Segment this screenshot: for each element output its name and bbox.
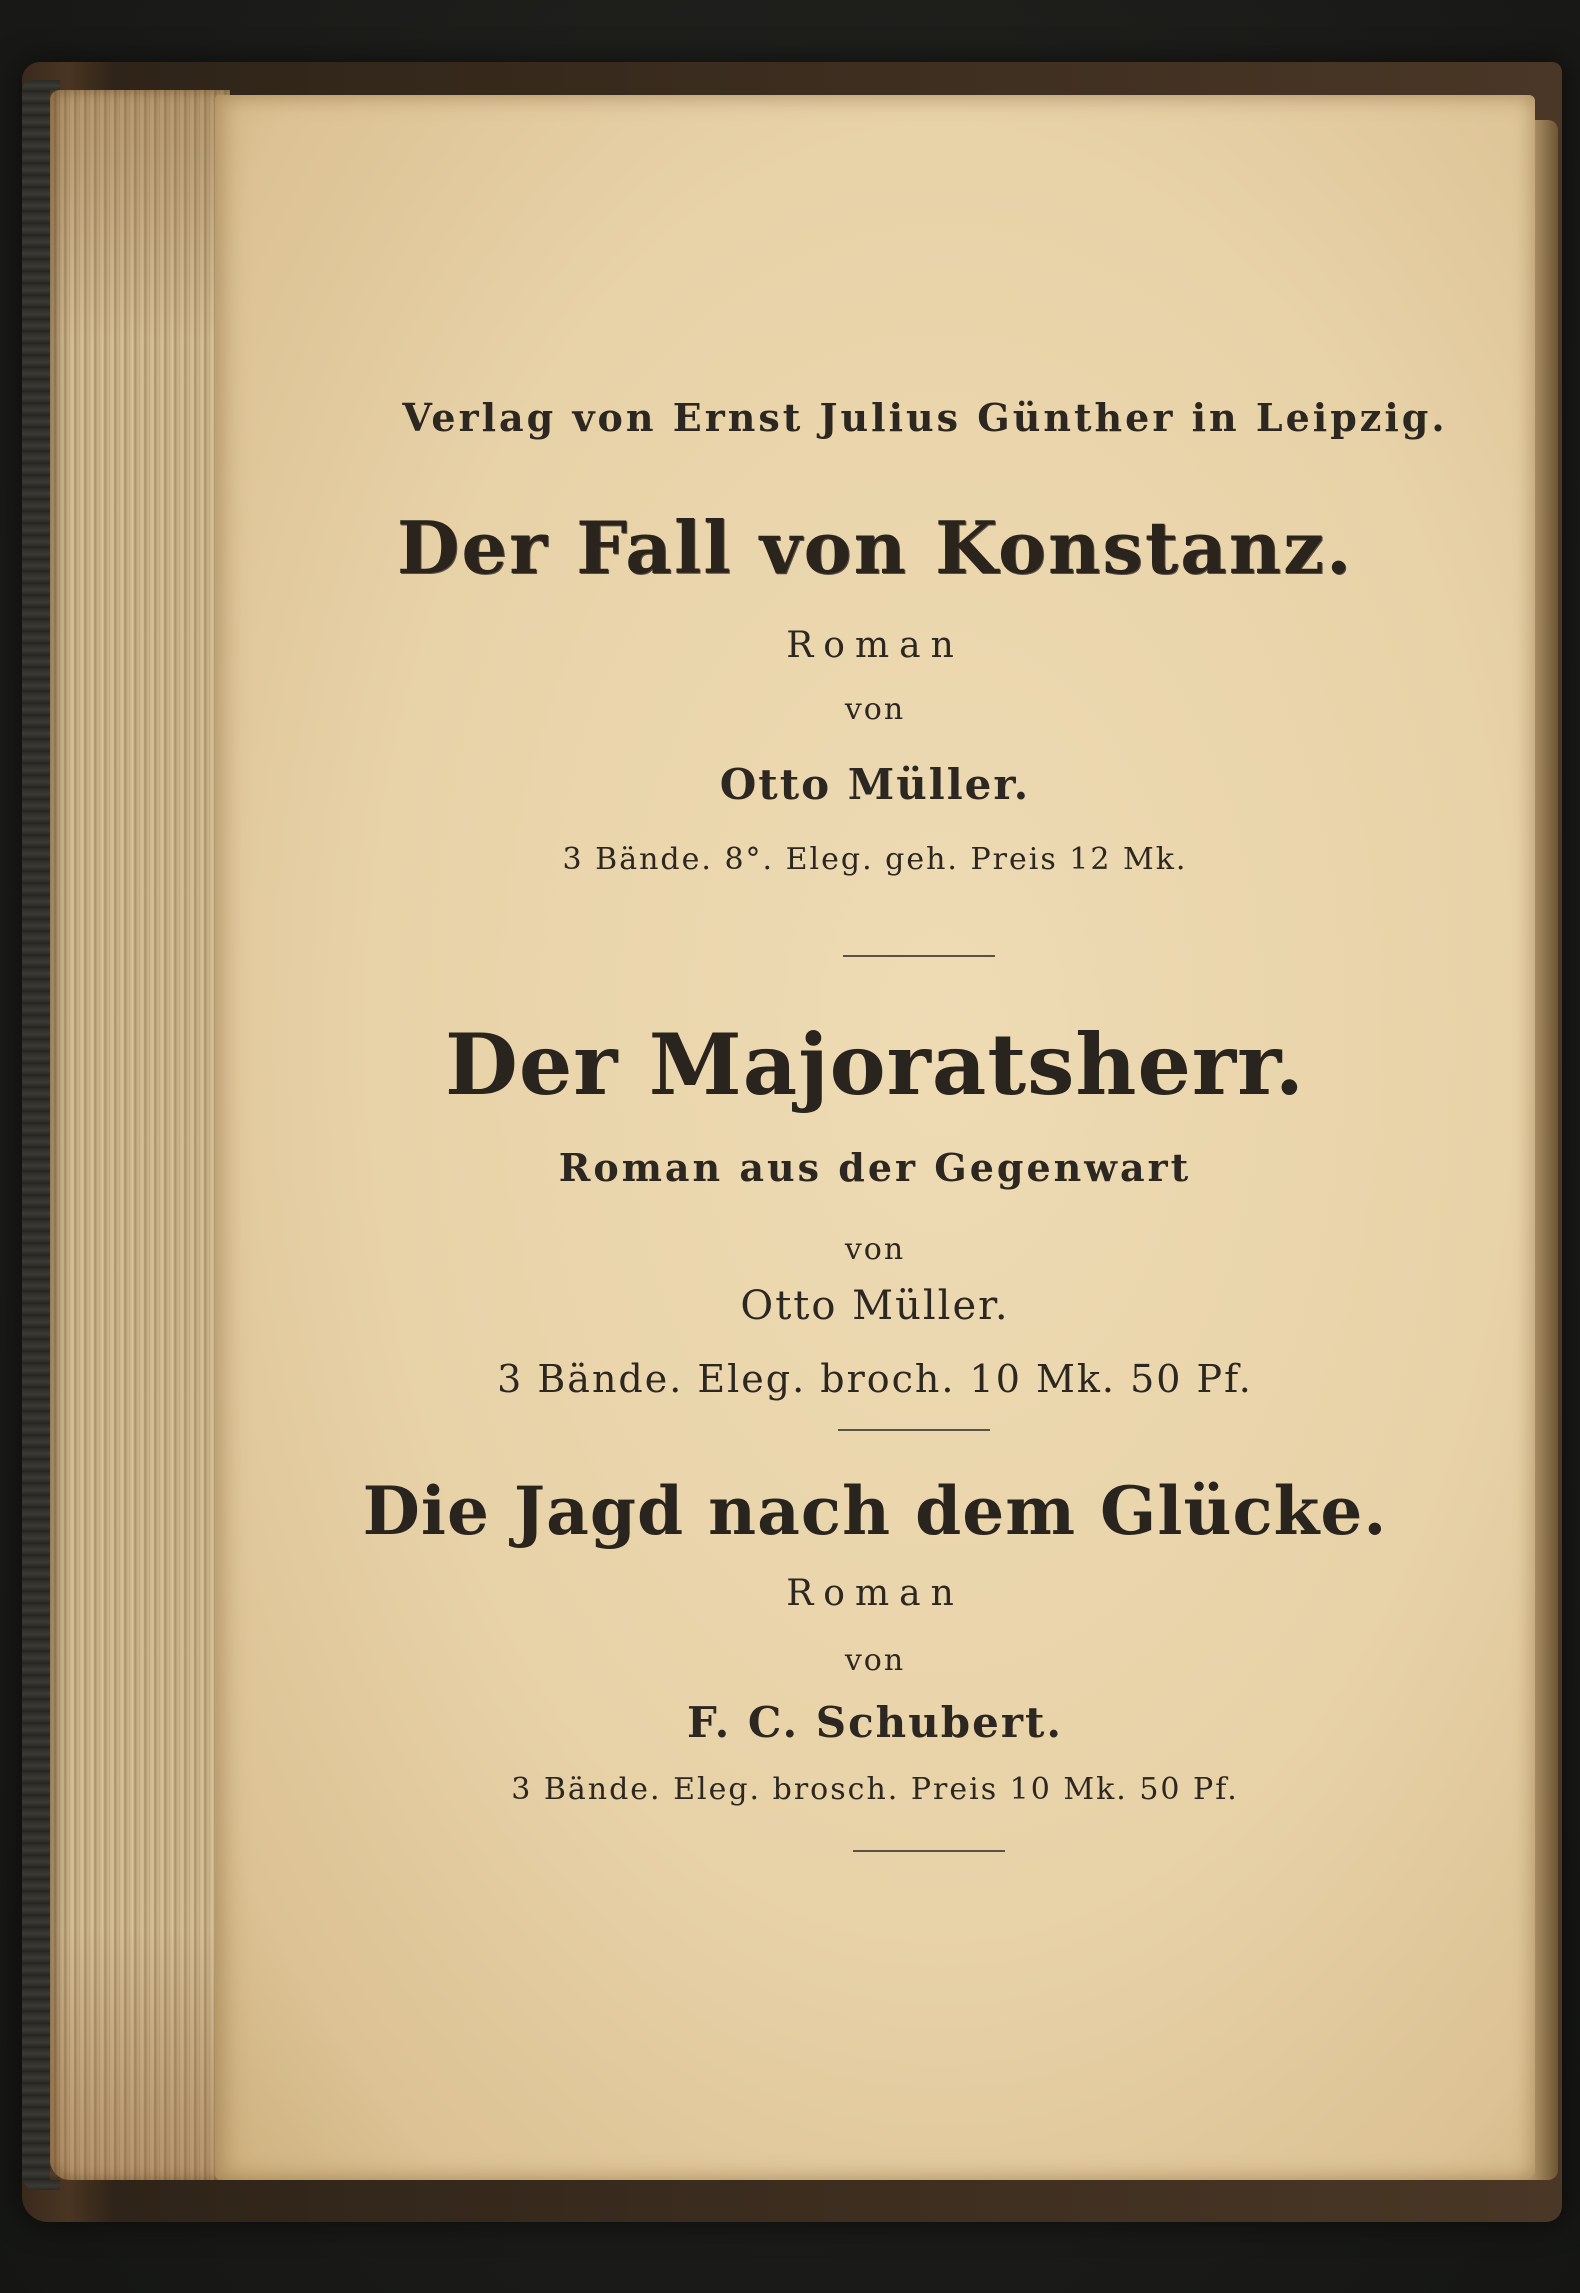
book-details-2: 3 Bände. Eleg. broch. 10 Mk. 50 Pf. [497,1357,1253,1401]
page-content [215,95,1535,2180]
divider-1 [843,955,995,957]
book-author-3: F. C. Schubert. [687,1698,1063,1747]
book-author-2: Otto Müller. [740,1283,1010,1329]
book-by-2: von [844,1232,906,1267]
book-title-2: Der Majoratsherr. [445,1015,1305,1114]
book-genre-1: Roman [786,625,964,666]
book-title-1: Der Fall von Konstanz. [396,505,1354,590]
book-by-1: von [844,692,906,727]
book-genre-2: Roman aus der Gegenwart [558,1145,1192,1190]
publisher-line: Verlag von Ernst Julius Günther in Leipzig. [402,395,1448,440]
book-title-3: Die Jagd nach dem Glücke. [362,1472,1388,1550]
book-details-1: 3 Bände. 8°. Eleg. geh. Preis 12 Mk. [562,842,1188,877]
book-author-1: Otto Müller. [719,760,1031,809]
book-genre-3: Roman [786,1573,964,1614]
divider-2 [838,1429,990,1431]
book-details-3: 3 Bände. Eleg. brosch. Preis 10 Mk. 50 Pf. [511,1772,1239,1807]
divider-3 [853,1850,1005,1852]
page-edges-left [50,90,230,2180]
book-by-3: von [844,1643,906,1678]
